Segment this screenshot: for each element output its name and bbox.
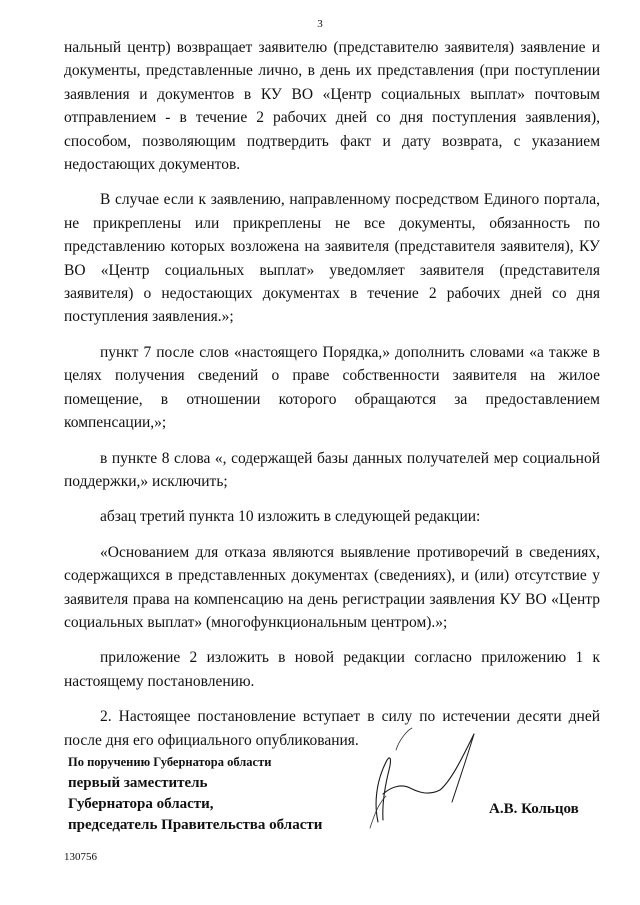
document-code: 130756 — [64, 851, 97, 863]
paragraph-continuation: нальный центр) возвращает заявителю (представителю заявителя) заявление и документы, представленные лично, в день их представления (при поступлении заявления и документов в КУ ВО «Центр социальных выплат» почтовым отправлением - в течение 2 рабочих дней со дня поступления заявления), способом, позволяющим подтвердить факт и дату возврата, с указанием недостающих документов. — [64, 39, 600, 174]
handwritten-signature — [356, 724, 486, 834]
signatory-title-block — [68, 752, 322, 836]
paragraph-portal-notice: В случае если к заявлению, направленному посредством Единого портала, не прикреплены или прикреплены не все документы, обязанность по представлению которых возложена на заявителя (представителя заявителя), КУ ВО «Центр социальных выплат» уведомляет заявителя (представителя заявителя) о недостающих документах в течение 2 рабочих дней со дня поступления заявления.»; — [64, 191, 600, 326]
signer-name: А.В. Кольцов — [489, 801, 579, 817]
paragraph-annex-2: приложение 2 изложить в новой редакции согласно приложению 1 к настоящему постановлению. — [64, 649, 600, 690]
paragraph-entry-into-force: 2. Настоящее постановление вступает в силу по истечении десяти дней после дня его официального опубликования. — [64, 708, 600, 749]
paragraph-amend-item-7: пункт 7 после слов «настоящего Порядка,» дополнить словами «а также в целях получения сведений о праве собственности заявителя на жилое помещение, в отношении которого обращаются за предоставлением компенсации,»; — [64, 343, 600, 432]
signatory-line-4: председатель Правительства области — [68, 817, 323, 833]
signatory-line-1: По поручению Губернатора области — [68, 755, 272, 769]
signatory-line-2: первый заместитель — [68, 775, 208, 791]
page-number: 3 — [317, 18, 323, 30]
paragraph-refusal-grounds: «Основанием для отказа являются выявление противоречий в сведениях, содержащихся в представленных документах (сведениях), и (или) отсутствие у заявителя права на компенсацию на день регистрации заявления КУ ВО «Центр социальных выплат» (многофункциональным центром).»; — [64, 543, 600, 631]
document-body — [64, 36, 600, 764]
signatory-line-3: Губернатора области, — [68, 796, 214, 812]
paragraph-amend-item-8: в пункте 8 слова «, содержащей базы данных получателей мер социальной поддержки,» исключить; — [64, 449, 600, 490]
paragraph-amend-item-10-intro: абзац третий пункта 10 изложить в следующей редакции: — [100, 508, 481, 526]
